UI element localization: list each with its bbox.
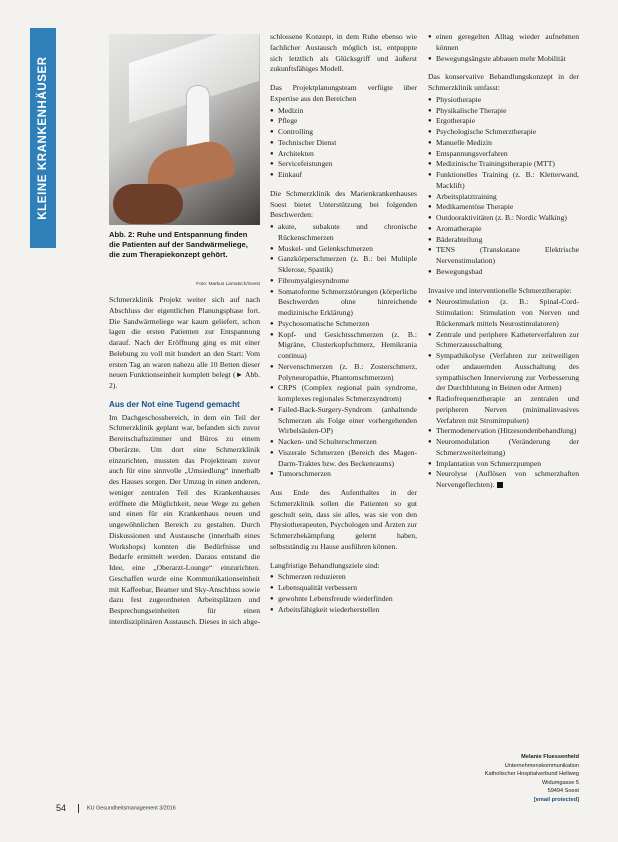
author-email: [email protected] <box>533 796 579 803</box>
list-item: ● Zentrale und periphere Katheterverfahren zur Schmerzausschaltung <box>428 330 579 352</box>
list-item: ● Implantation von Schmerzpumpen <box>428 459 579 470</box>
list-item: ● Psychosomatische Schmerzen <box>270 319 417 330</box>
list-item: ● Bäderabteilung <box>428 235 579 246</box>
author-role: Unternehmenskommunikation <box>504 762 579 769</box>
list-item: ● Radiofrequenztherapie an zentralen und peripheren Nerven (minimalinvasives Verfahren mit Stromimpulsen) <box>428 394 579 426</box>
list-item: ● Outdooraktivitäten (z. B.: Nordic Walking) <box>428 213 579 224</box>
page-footer <box>56 803 176 813</box>
list-item: ● Nervenschmerzen (z. B.: Zosterschmerz, Polyneuropathie, Phantomschmerzen) <box>270 362 417 384</box>
list-item: ● Somatoforme Schmerzstörungen (körperliche Beschwerden ohne hinreichende medizinische Erklärung) <box>270 287 417 319</box>
list-item: ● Medizin <box>270 106 417 117</box>
list-item: ● Viszerale Schmerzen (Bereich des Magen-Darm-Traktes bzw. des Beckenraums) <box>270 448 417 470</box>
complaints-list <box>270 222 417 480</box>
paragraph: Aus Ende des Aufenthaltes in der Schmerzklinik sollen die Patienten so gut geschult sein, dass sie alles, was sie von den Physiotherapeuten, Psychologen und Ärzten zur Schmerzbekämpfung gelernt haben, selbstständig zu Hause ausführen können. <box>270 488 417 551</box>
list-item: ● Medikamentöse Therapie <box>428 202 579 213</box>
list-item: ● Entspannungsverfahren <box>428 149 579 160</box>
list-item: ● Kopf- und Gesichtsschmerzen (z. B.: Migräne, Clusterkopfschmerz, Hemikrania continua) <box>270 330 417 362</box>
invasive-list <box>428 297 579 491</box>
column-2 <box>270 32 417 623</box>
photo-credit: Foto: Markus Lamatsch/Soest <box>196 282 260 287</box>
sand-bed-photo <box>109 34 260 225</box>
list-item: ● Manuelle Medizin <box>428 138 579 149</box>
end-mark-icon <box>497 482 503 488</box>
list-item: ● Thermodenervation (Hitzesondenbehandlung) <box>428 426 579 437</box>
list-item: ● Medizinische Trainingstherapie (MTT) <box>428 159 579 170</box>
footer-divider <box>78 804 79 813</box>
paragraph: Die Schmerzklinik des Marienkrankenhauses Soest bietet Unterstützung bei folgenden Beschwerden: <box>270 188 417 220</box>
list-item: ● Tumorschmerzen <box>270 469 417 480</box>
list-item: ● Muskel- und Gelenkschmerzen <box>270 244 417 255</box>
magazine-name: KU Gesundheitsmanagement 3/2016 <box>87 805 176 812</box>
list-item: ● Nacken- und Schulterschmerzen <box>270 437 417 448</box>
list-item: ● Architekten <box>270 149 417 160</box>
paragraph: Das Projektplanungsteam verfügte über Expertise aus den Bereichen <box>270 83 417 103</box>
expertise-list <box>270 106 417 181</box>
author-box <box>455 753 579 805</box>
list-item: ● Controlling <box>270 127 417 138</box>
list-item: ● Aromatherapie <box>428 224 579 235</box>
list-item: ● einen geregelten Alltag wieder aufnehmen können <box>428 32 579 54</box>
list-item: ● Psychologische Schmerztherapie <box>428 127 579 138</box>
page-number: 54 <box>56 803 67 813</box>
author-street: Widumgasse 5 <box>542 779 579 786</box>
list-item: ● TENS (Transkutane Elektrische Nervenstimulation) <box>428 245 579 267</box>
list-item: ● Failed-Back-Surgery-Syndrom (anhaltende Schmerzen als Folge einer vorhergehenden Wirbelsäulen-OP) <box>270 405 417 437</box>
list-item: ● CRPS (Complex regional pain syndrome, komplexes regionales Schmerzsyndrom) <box>270 383 417 405</box>
list-item: ● Bewegungsbad <box>428 267 579 278</box>
list-item: ● Ergotherapie <box>428 116 579 127</box>
list-item: ● Neurostimulation (z. B.: Spinal-Cord-Stimulation: Stimulation von Nerven und Rückenmark mittels Neurostimulatoren) <box>428 297 579 329</box>
section-sidebar <box>30 28 56 248</box>
paragraph: Invasive und interventionelle Schmerztherapie: <box>428 285 572 295</box>
list-item: ● Servicefeistungen <box>270 159 417 170</box>
list-item: ● Schmerzen reduzieren <box>270 572 417 583</box>
conservative-list <box>428 95 579 278</box>
list-item: ● Technischer Dienst <box>270 138 417 149</box>
column-1 <box>109 295 260 636</box>
author-org: Katholischer Hospitalverbund Hellweg <box>484 771 579 778</box>
list-item: ● Arbeitsfähigkeit wiederherstellen <box>270 605 417 616</box>
list-item: ● gewohnte Lebensfreude wiederfinden <box>270 594 417 605</box>
section-label: KLEINE KRANKENHÄUSER <box>37 56 49 220</box>
list-item: ● Lebensqualität verbessern <box>270 583 417 594</box>
list-item: ● Ganzkörperschmerzen (z. B.: bei Multiple Sklerose, Spastik) <box>270 254 417 276</box>
list-item: ● Neurolyse (Auflösen von schmerzhaften Nervengeflechten). <box>428 469 579 491</box>
column-3 <box>428 32 579 499</box>
list-item: ● Physiotherapie <box>428 95 579 106</box>
list-item: ● Arbeitsplatztraining <box>428 192 579 203</box>
list-item: ● Fibromyalgiesyndrome <box>270 276 417 287</box>
paragraph: Langfristige Behandlungsziele sind: <box>270 560 380 570</box>
goals-list-continued <box>428 32 579 64</box>
list-item: ● Neuromodulation (Veränderung der Schmerzweiterleitung) <box>428 437 579 459</box>
list-item: ● Sympathikolyse (Verfahren zur zeitweiligen oder andauernden Ausschaltung des sympathischen Innervierung zur Verbesserung der Durchblutung in Beinen oder Armen) <box>428 351 579 394</box>
list-item: ● Physikalische Therapie <box>428 106 579 117</box>
section-heading: Aus der Not eine Tugend gemacht <box>109 399 240 409</box>
paragraph: Im Dachgeschossbereich, in dem ein Teil der Schmerzklinik geplant war, befanden sich zuvor Bereitschaftszimmer und Büros zu einem Oberärzte. Um dort eine Schmerzklinik einzurichten, mussten das Projektteam zuvor auch für eine sinnvolle „Umsiedlung“ innerhalb des Hauses sorgen. Der Umzug in einen anderen, weniger zentralen Teil des Krankenhauses eröffnete die Möglichkeit, neue Wege zu gehen und einen für ein Krankenhaus neuen und ungewöhnlichen Bereich zu gestalten. Durch Diskussionen und Austausche (innerhalb eines Workshops) konnten die Bedürfnisse und Bedarfe ermittelt werden. Daraus entstand die Idee, eine „Oberarzt-Lounge“ einzurichten. Geschaffen wurde eine Kommunikationseinheit mit Kaffeebar, Beamer und Sky-Anschluss sowie dazu fest zugeordneten Arbeitsplätzen und Besprechungseinheiten für einen interdisziplinären Austausch. Dieses in sich abge- <box>109 412 260 626</box>
list-item: ● Funktionelles Training (z. B.: Kletterwand, Macklift) <box>428 170 579 192</box>
list-item: ● Einkauf <box>270 170 417 181</box>
list-item: ● Bewegungsängste abbauen mehr Mobilität <box>428 54 579 65</box>
paragraph: Schmerzklinik Projekt weiter sich auf nach Abschluss der eigentlichen Planungsphase fort. Die Sandwärmeliege war kaum geliefert, schon lagen die ersten Patienten zur Entspannung darauf. Nach der Eröffnung ging es mit einer Belebung zu voll mit hundert an den Start: Vom ersten Tag an waren nahezu alle 10 Betten dieser neuen Funktionseinheit komplett belegt (► Abb. 2). <box>109 295 260 390</box>
author-city: 59494 Soest <box>547 788 579 795</box>
list-item: ● akute, subakute und chronische Rückenschmerzen <box>270 222 417 244</box>
goals-list <box>270 572 417 615</box>
list-item: ● Pflege <box>270 116 417 127</box>
figure-caption: Abb. 2: Ruhe und Entspannung finden die Patienten auf der Sandwärmeliege, die zum Therapiekonzept gehört. <box>109 230 248 260</box>
author-name: Melanie Fluessenheld <box>521 754 579 760</box>
paragraph: schlossene Konzept, in dem Ruhe ebenso wie fachlicher Austausch möglich ist, entpuppte sich letztlich als Glücksgriff und äußerst zukunftsfähiges Modell. <box>270 32 417 74</box>
paragraph: Das konservative Behandlungskonzept in der Schmerzklinik umfasst: <box>428 72 579 92</box>
